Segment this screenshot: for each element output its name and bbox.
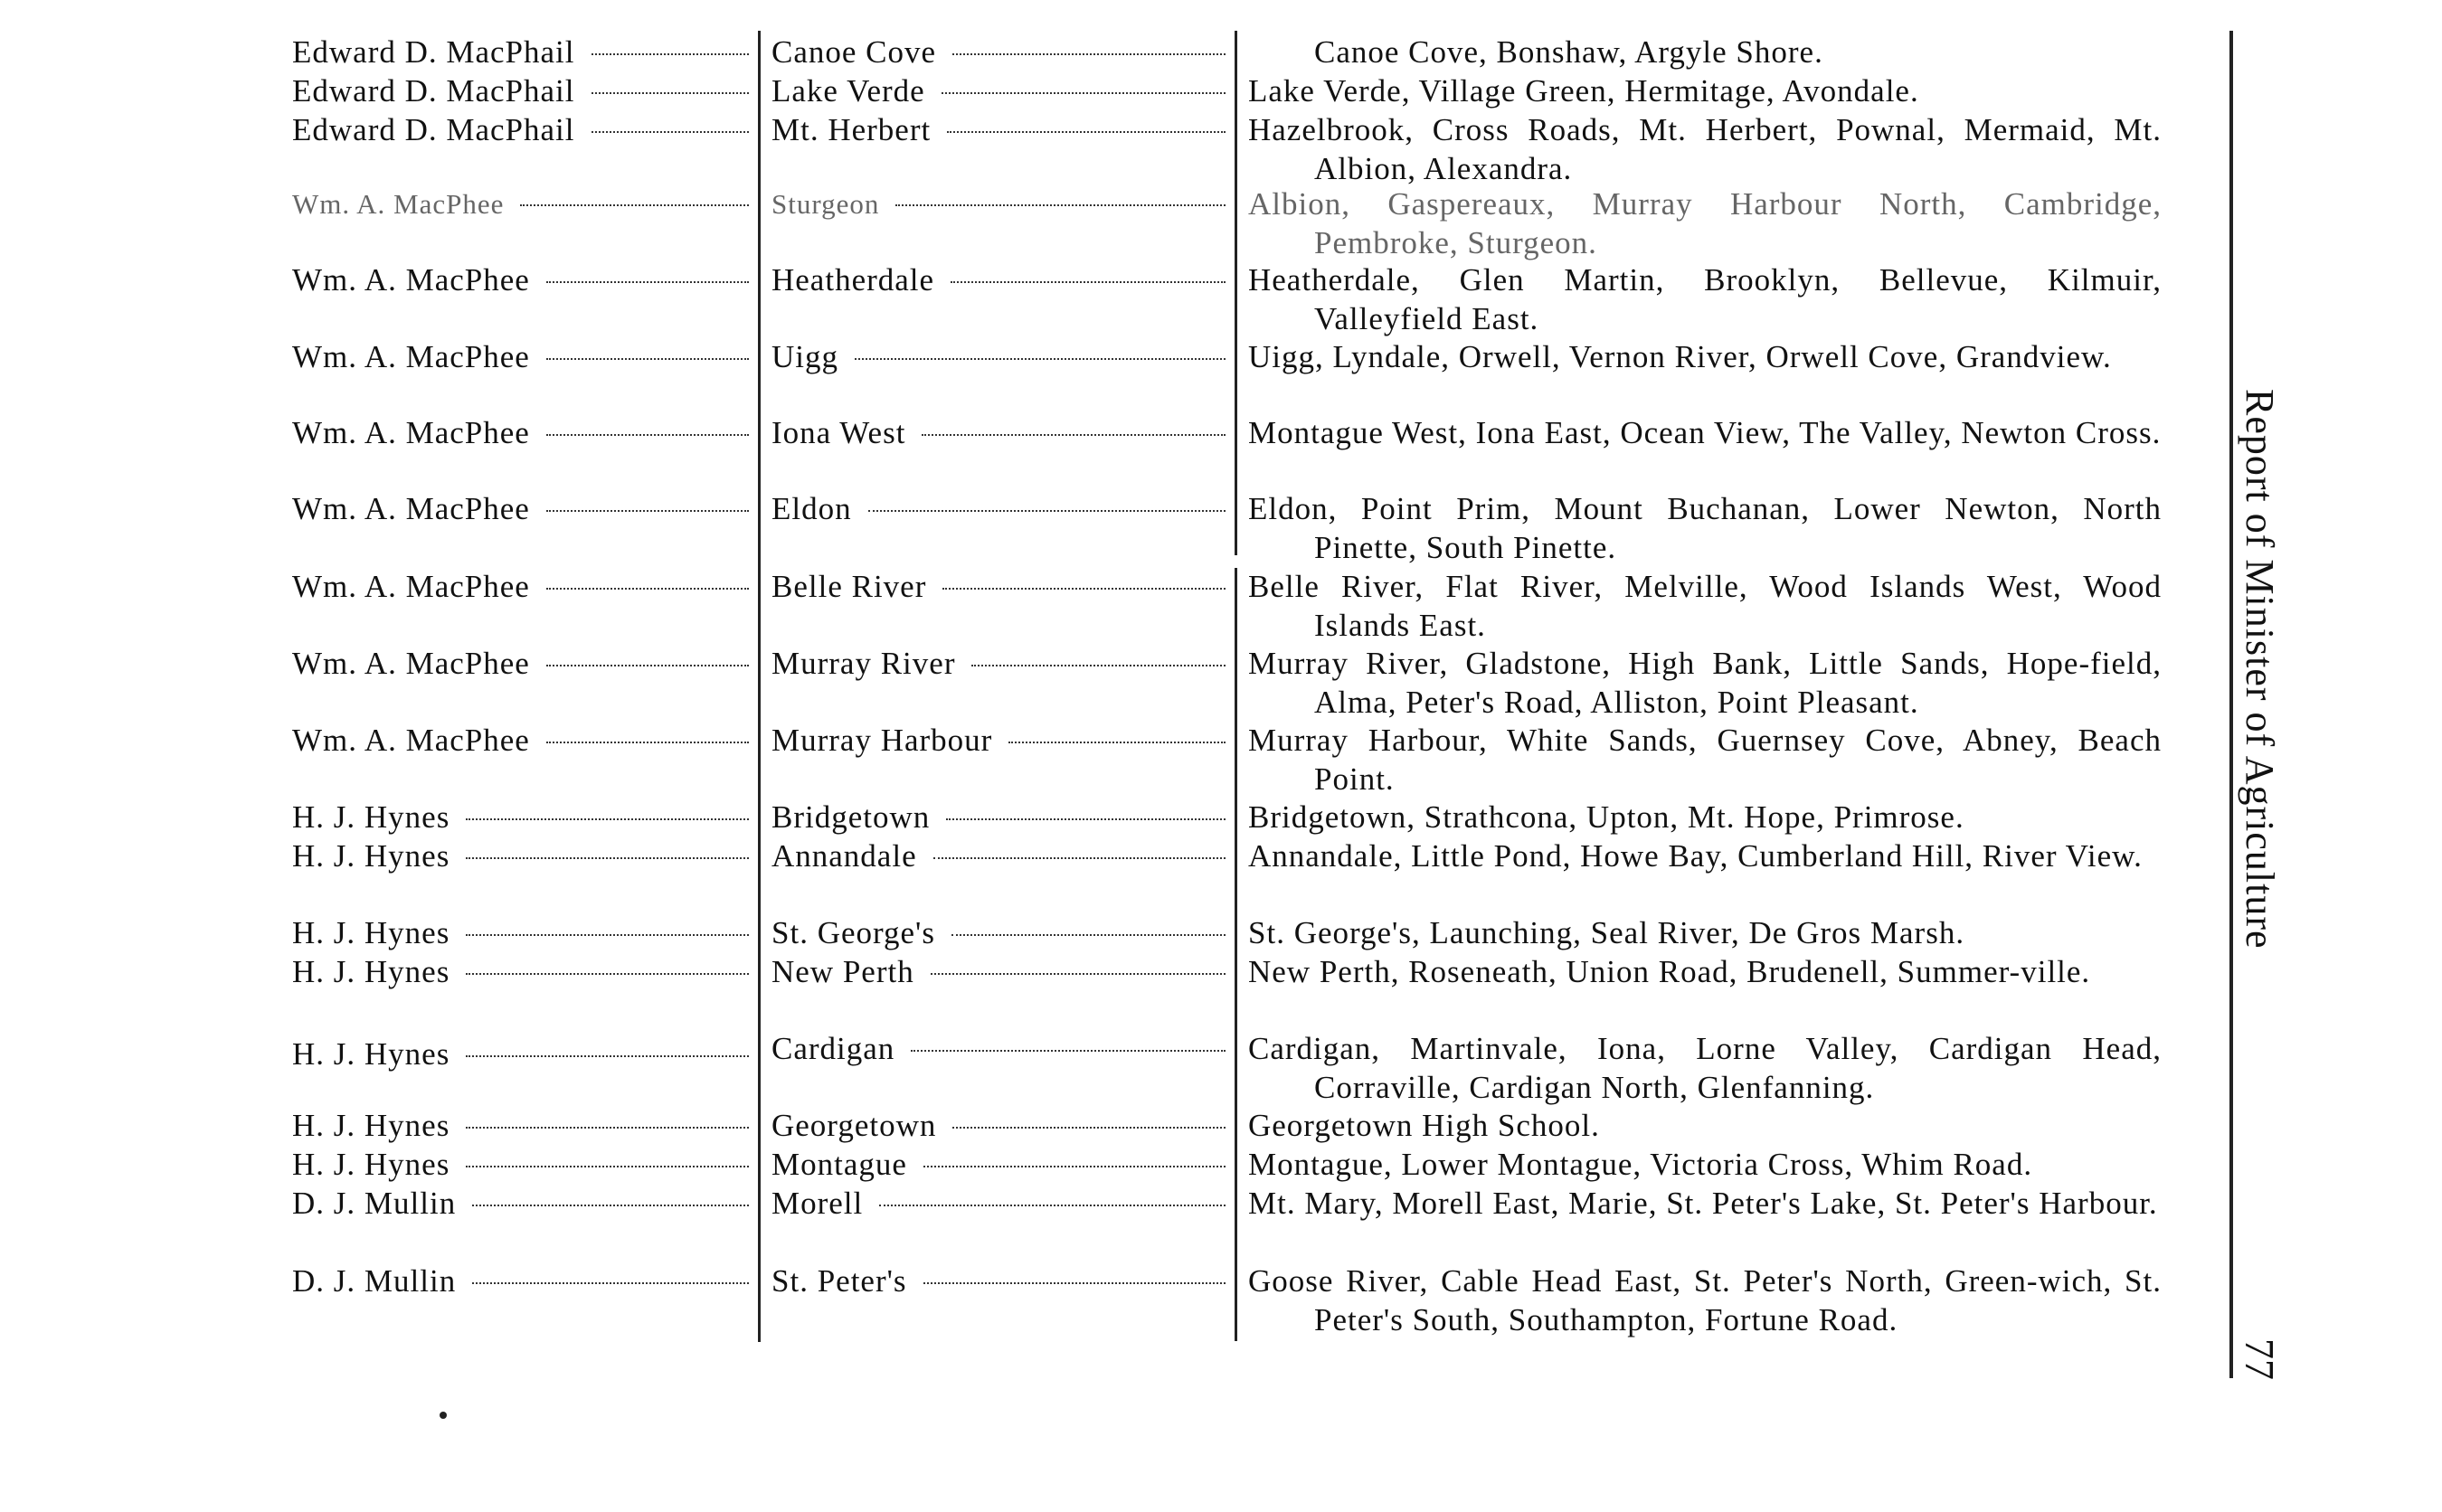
district-name: Sturgeon [771,184,1226,223]
district-name: St. George's [771,913,1226,952]
district-name: Eldon [771,489,1226,528]
inspector-name: Wm. A. MacPhee [292,337,749,376]
inspector-name: D. J. Mullin [292,1184,749,1223]
inspector-name: Wm. A. MacPhee [292,260,749,299]
page-number: 77 [2237,1338,2283,1380]
district-name: Cardigan [771,1029,1226,1068]
inspector-name: Edward D. MacPhail [292,71,749,110]
running-title: Report of Minister of Agriculture [2238,389,2282,950]
column-rule-middle [1235,31,1237,555]
places-list: Montague West, Iona East, Ocean View, The Valley, Newton Cross. [1248,415,2162,450]
district-name: Morell [771,1184,1226,1223]
places-list: Montague, Lower Montague, Victoria Cross, Whim Road. [1248,1147,2033,1182]
places-list: St. George's, Launching, Seal River, De Gros Marsh. [1248,915,1965,950]
places-list: Annandale, Little Pond, Howe Bay, Cumberland Hill, River View. [1248,838,2143,874]
inspector-name: H. J. Hynes [292,1035,749,1073]
places-list: Mt. Mary, Morell East, Marie, St. Peter's Lake, St. Peter's Harbour. [1248,1186,2158,1221]
inspector-name: H. J. Hynes [292,1106,749,1145]
stray-mark [440,1412,447,1419]
district-name: Georgetown [771,1106,1226,1145]
places-list: Heatherdale, Glen Martin, Brooklyn, Bellevue, Kilmuir, Valleyfield East. [1248,262,2162,336]
inspector-name: Wm. A. MacPhee [292,489,749,528]
places-list: Georgetown High School. [1248,1108,1600,1143]
inspector-name: H. J. Hynes [292,913,749,952]
places-list: Eldon, Point Prim, Mount Buchanan, Lower Newton, North Pinette, South Pinette. [1248,491,2162,565]
inspector-name: Edward D. MacPhail [292,33,749,71]
inspector-name: Wm. A. MacPhee [292,567,749,606]
places-list: Canoe Cove, Bonshaw, Argyle Shore. [1314,34,1823,70]
places-list: Belle River, Flat River, Melville, Wood Islands West, Wood Islands East. [1248,569,2162,643]
inspector-name: Edward D. MacPhail [292,110,749,149]
inspector-name: D. J. Mullin [292,1262,749,1300]
district-name: Murray Harbour [771,721,1226,760]
places-list: Cardigan, Martinvale, Iona, Lorne Valley, Cardigan Head, Corraville, Cardigan North, Glenfanning. [1248,1031,2162,1105]
district-name: Murray River [771,644,1226,683]
district-name: Iona West [771,413,1226,452]
district-name: Uigg [771,337,1226,376]
district-name: Heatherdale [771,260,1226,299]
inspector-name: Wm. A. MacPhee [292,644,749,683]
inspector-name: H. J. Hynes [292,836,749,875]
inspector-name: H. J. Hynes [292,1145,749,1184]
inspector-name: Wm. A. MacPhee [292,413,749,452]
district-name: Belle River [771,567,1226,606]
places-list: Uigg, Lyndale, Orwell, Vernon River, Orwell Cove, Grandview. [1248,339,2112,374]
inspector-name: Wm. A. MacPhee [292,721,749,760]
district-name: Bridgetown [771,798,1226,836]
district-name: Montague [771,1145,1226,1184]
places-list: Bridgetown, Strathcona, Upton, Mt. Hope, Primrose. [1248,799,1964,835]
column-rule-middle-lower [1235,568,1237,1341]
district-name: Lake Verde [771,71,1226,110]
places-list: New Perth, Roseneath, Union Road, Brudenell, Summer-ville. [1248,954,2091,989]
places-list: Lake Verde, Village Green, Hermitage, Avondale. [1248,73,1919,109]
places-list: Hazelbrook, Cross Roads, Mt. Herbert, Pownal, Mermaid, Mt. Albion, Alexandra. [1248,112,2162,186]
inspector-name: Wm. A. MacPhee [292,184,749,223]
places-list: Murray River, Gladstone, High Bank, Little Sands, Hope-field, Alma, Peter's Road, Alliston, Point Pleasant. [1248,646,2162,720]
district-name: Canoe Cove [771,33,1226,71]
places-list: Murray Harbour, White Sands, Guernsey Cove, Abney, Beach Point. [1248,723,2162,797]
district-name: New Perth [771,952,1226,991]
district-name: Mt. Herbert [771,110,1226,149]
column-rule-left [758,31,761,1342]
district-name: St. Peter's [771,1262,1226,1300]
inspector-name: H. J. Hynes [292,798,749,836]
inspector-name: H. J. Hynes [292,952,749,991]
places-list: Goose River, Cable Head East, St. Peter's North, Green-wich, St. Peter's South, Southampton, Fortune Road. [1248,1263,2162,1337]
places-list: Albion, Gaspereaux, Murray Harbour North, Cambridge, Pembroke, Sturgeon. [1248,186,2162,260]
district-name: Annandale [771,836,1226,875]
